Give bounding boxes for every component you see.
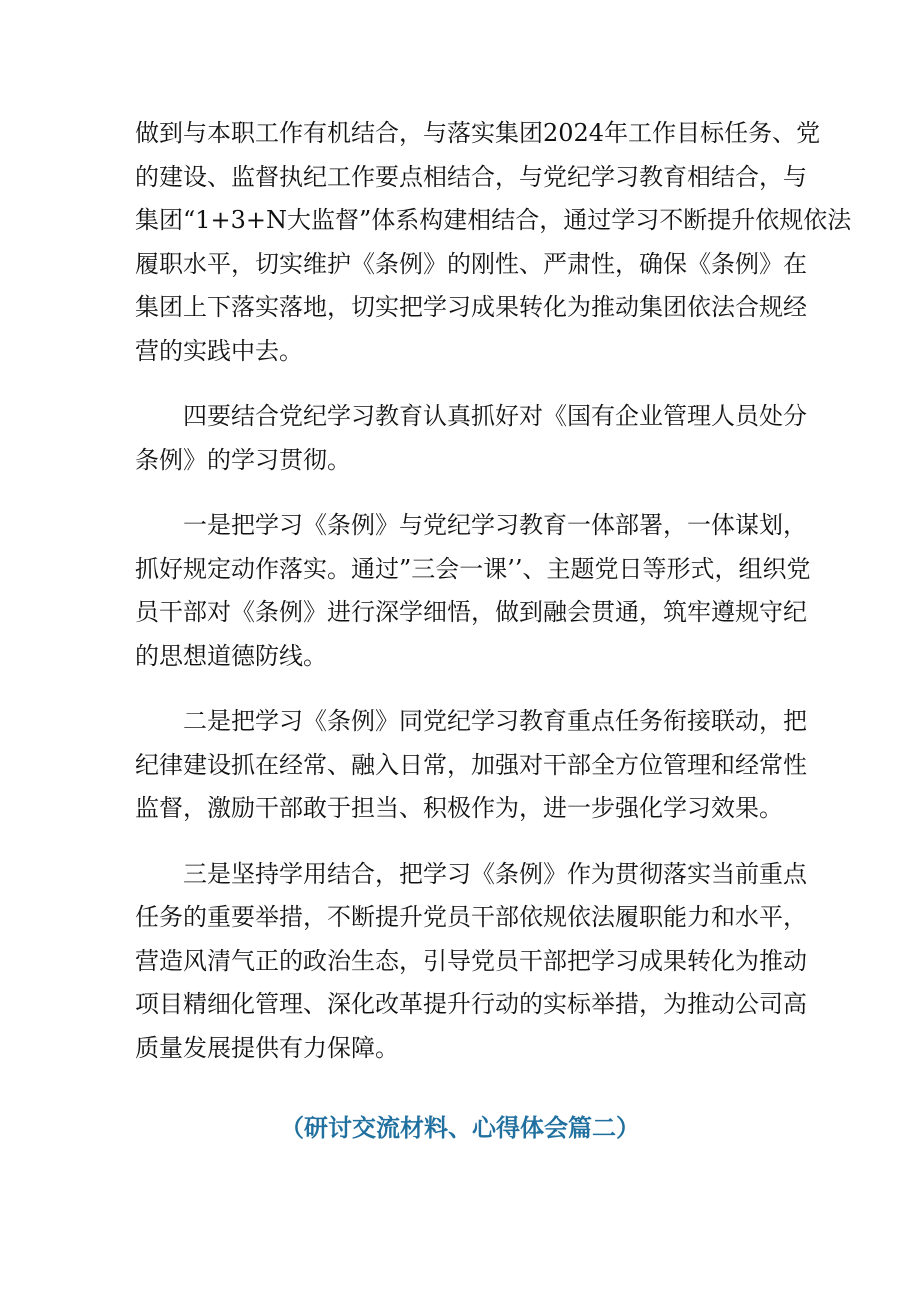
text-line: 的思想道德防线。 <box>135 641 327 670</box>
text-line: 质量发展提供有力保障。 <box>135 1033 399 1062</box>
paragraph-3 <box>135 504 811 678</box>
text-line: 履职水平，切实维护《条例》的刚性、严肃性，确保《条例》在 <box>135 249 807 278</box>
text-line: 纪律建设抓在经常、融入日常，加强对干部全方位管理和经常性 <box>135 750 807 779</box>
text-line: 集团上下落实落地，切实把学习成果转化为推动集团依法合规经 <box>135 293 807 321</box>
text-line: 抓好规定动作落实。通过”三会一课’’、主题党日等形式，组织党 <box>135 554 811 583</box>
text-line: 营的实践中去。 <box>135 336 303 365</box>
section-heading: （研讨交流材料、心得体会篇二） <box>280 1114 640 1142</box>
text-line: 四要结合党纪学习教育认真抓好对《国有企业管理人员处分 <box>183 402 807 430</box>
paragraph-5 <box>135 853 807 1071</box>
text-line: 做到与本职工作有机结合，与落实集团2024年工作目标任务、党 <box>135 119 821 147</box>
paragraph-2 <box>135 395 807 482</box>
text-line: 监督，激励干部敢于担当、积极作为，进一步强化学习效果。 <box>135 794 783 822</box>
document-body <box>135 112 852 1092</box>
text-line: 项目精细化管理、深化改革提升行动的实标举措，为推动公司高 <box>135 990 807 1018</box>
text-line: 三是坚持学用结合，把学习《条例》作为贯彻落实当前重点 <box>183 859 807 888</box>
paragraph-1 <box>135 112 852 373</box>
text-line: 二是把学习《条例》同党纪学习教育重点任务衔接联动，把 <box>183 707 807 735</box>
text-line: 任务的重要举措，不断提升党员干部依规依法履职能力和水平， <box>135 903 807 931</box>
text-line: 条例》的学习贯彻。 <box>135 445 351 474</box>
text-line: 的建设、监督执纪工作要点相结合，与党纪学习教育相结合，与 <box>135 162 807 191</box>
paragraph-4 <box>135 700 807 831</box>
text-line: 集团“1+3+N大监督”体系构建相结合，通过学习不断提升依规依法 <box>135 206 852 234</box>
text-line: 一是把学习《条例》与党纪学习教育一体部署，一体谋划， <box>183 511 807 539</box>
text-line: 营造风清气正的政治生态，引导党员干部把学习成果转化为推动 <box>135 946 807 975</box>
text-line: 员干部对《条例》进行深学细悟，做到融会贯通，筑牢遵规守纪 <box>135 598 807 626</box>
